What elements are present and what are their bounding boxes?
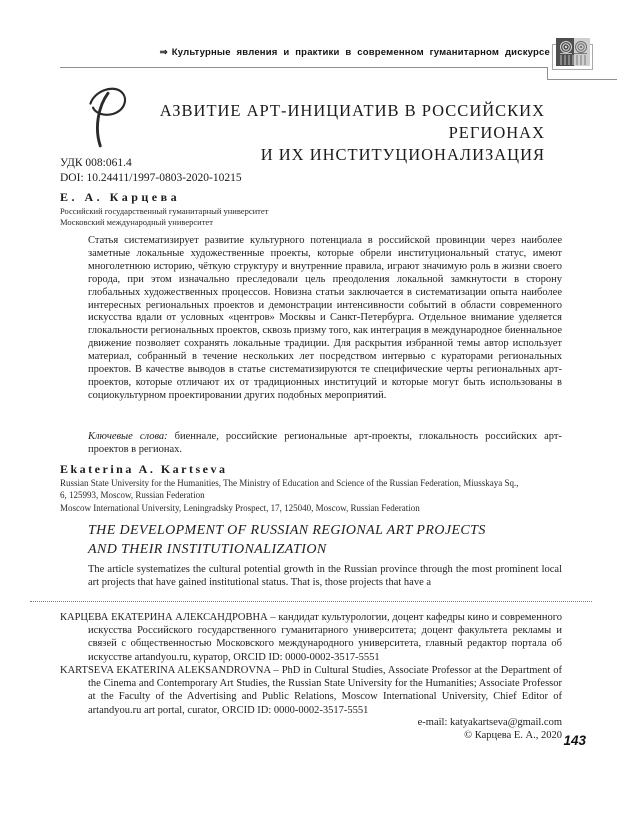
title-drop-cap	[84, 86, 132, 150]
double-arrow-icon: ⇒	[159, 47, 168, 58]
article-title-en	[88, 521, 528, 559]
author-name-ru: Е. А. Карцева	[60, 190, 181, 204]
dotted-separator	[30, 601, 592, 602]
doi: DOI: 10.24411/1997-0803-2020-10215	[60, 172, 242, 184]
udk: УДК 008:061.4	[60, 157, 132, 169]
keywords-text: биеннале, российские региональные арт-проекты, глокальность российских арт-проектов в регионах.	[88, 431, 562, 455]
author-bio-en: KARTSEVA EKATERINA ALEKSANDROVNA – PhD in Cultural Studies, Associate Professor at the Department of the Cinema and Contemporary Art Studies, the Russian State University for the Humanities; Associate Professor at the Faculty of the Advertising and Public Relations, Moscow International University, Chief Editor of artandyou.ru art portal, curator, ORCID ID: 0000-0002-3517-5551	[60, 665, 562, 716]
keywords-label: Ключевые слова:	[88, 431, 168, 442]
abstract-ru: Статья систематизирует развитие культурного потенциала в российской провинции через наиболее заметные локальные художественные проекты, которые обрели институциональный статус, имеют многолетнюю историю, чёткую структуру и внутренние правила, играют значимую роль в жизни своего города, при этом изначально преследовали цель преодоления локальной замкнутости в сторону глобальных художественных процессов. Новизна статьи заключается в систематизации опыта наиболее интересных региональных проектов и демонстрации интенсивности событий в области современного искусства вдали от условных «центров» Москвы и Санкт-Петербурга. Отдельное внимание уделяется глокальности региональных проектов, сквозь призму того, как интеграция в международное биеннальное движение позволяет сохранять локальные традиции. Для раскрытия избранной темы автор использует материал, собранный в течение нескольких лет посредством интервью с кураторами региональных проектов. В качестве выводов в статье систематизируются те специфические черты региональных арт-проектов, которые отличают их от традиционных институций и которые могут быть использованы в социокультурном проектировании других подобных мероприятий.	[88, 235, 562, 401]
affiliation-en-1: Russian State University for the Humanities, The Ministry of Education and Science of the Russian Federation, Miusskaya Sq., 6, 125993, Moscow, Russian Federation	[60, 478, 519, 500]
affiliation-ru-1: Российский государственный гуманитарный университет	[60, 206, 269, 216]
affiliation-ru-2: Московский международный университет	[60, 217, 213, 227]
ionic-column-capital-icon	[556, 38, 590, 66]
copyright-line: © Карцева Е. А., 2020	[464, 730, 562, 741]
header-rule-connector	[547, 67, 548, 79]
article-title-line1: АЗВИТИЕ АРТ-ИНИЦИАТИВ В РОССИЙСКИХ РЕГИОНАХ	[159, 101, 545, 142]
email-line: e-mail: katyakartseva@gmail.com	[417, 717, 562, 728]
author-bio-ru: КАРЦЕВА ЕКАТЕРИНА АЛЕКСАНДРОВНА – кандидат культурологии, доцент кафедры кино и современного искусства Российского государственного гуманитарного университета; доцент факультета рекламы и связей с общественностью Московского международного университета, главный редактор портала об искусстве artandyou.ru, куратор, ORCID ID: 0000-0002-3517-5551	[60, 612, 562, 663]
running-head-title: Культурные явления и практики в современном гуманитарном дискурсе	[171, 47, 550, 58]
article-title-en-line2: AND THEIR INSTITUTIONALIZATION	[88, 542, 327, 557]
header-rule	[60, 67, 547, 68]
udk-doi-block	[60, 156, 242, 186]
article-title-en-line1: THE DEVELOPMENT OF RUSSIAN REGIONAL ART PROJECTS	[88, 523, 486, 538]
abstract-en: The article systematizes the cultural potential growth in the Russian province through the most prominent local art projects that have gained institutional status. That is, those projects that have a	[88, 564, 562, 588]
affiliation-en-2: Moscow International University, Leningradsky Prospect, 17, 125040, Moscow, Russian Federation	[60, 503, 420, 513]
author-name-en: Ekaterina A. Kartseva	[60, 462, 228, 476]
running-head	[60, 47, 550, 58]
article-title-line2: И ИХ ИНСТИТУЦИОНАЛИЗАЦИЯ	[260, 145, 545, 164]
header-rule-secondary	[547, 79, 617, 80]
page-number: 143	[563, 733, 586, 748]
keywords	[88, 431, 562, 457]
affiliations-ru	[60, 206, 268, 228]
